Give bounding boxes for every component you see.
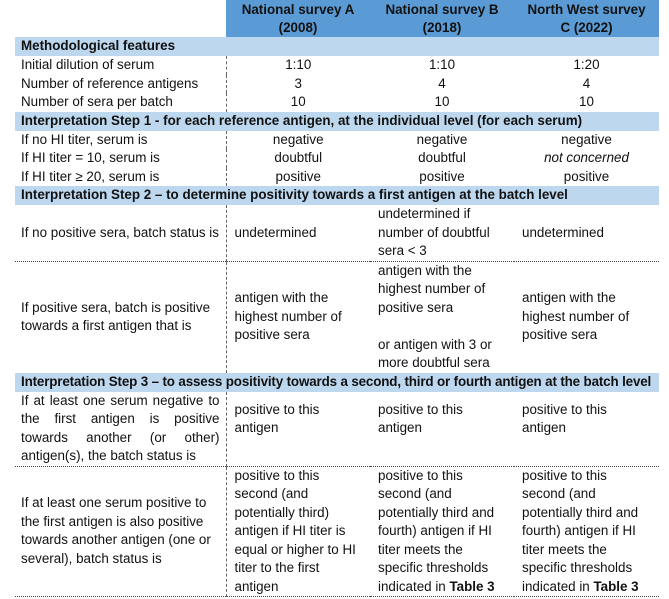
table-reference: Table 3 (449, 578, 495, 594)
section-title: Methodological features (15, 37, 659, 56)
table-row (15, 168, 659, 187)
cell-text: or antigen with 3 or more doubtful sera (378, 336, 492, 370)
header-line: National survey B (385, 1, 499, 17)
row-label: If positive sera, batch is positive towards a first antigen that is (15, 261, 226, 373)
row-label: Number of reference antigens (15, 75, 226, 94)
cell: 4 (438, 75, 446, 91)
cell: positive to this antigen (370, 392, 514, 467)
row-label: Number of sera per batch (15, 93, 226, 112)
table-row (15, 149, 659, 168)
section-title: Interpretation Step 2 – to determine positivity towards a first antigen at the batch level (15, 186, 659, 205)
cell: 1:20 (573, 57, 600, 72)
section-title: Interpretation Step 3 – to assess positivity towards a second, third or fourth antigen at the batch level (15, 373, 659, 392)
cell: negative (561, 131, 612, 147)
cell: 1:10 (428, 57, 456, 72)
section-step3 (15, 373, 659, 392)
section-step1 (15, 112, 659, 131)
cell: positive to this antigen (514, 392, 659, 467)
cell (514, 466, 659, 597)
table-row (15, 205, 659, 261)
cell: doubtful (418, 150, 466, 165)
cell: positive (563, 168, 610, 184)
cell: 1:10 (285, 57, 312, 72)
table-row (15, 131, 659, 150)
header-line: (2018) (422, 19, 462, 35)
header-line: (2008) (278, 19, 318, 35)
survey-comparison-table (15, 0, 659, 597)
header-survey-a (226, 0, 370, 37)
cell-text: positive to this second (and potentially third and fourth) antigen if HI titer meets the specific thresholds indicated in (522, 467, 639, 594)
cell: negative (272, 131, 324, 147)
cell: positive (275, 168, 321, 184)
cell: doubtful (274, 150, 323, 165)
cell: negative (416, 131, 468, 147)
cell-text: positive to this second (and potentially third and fourth) antigen if HI titer meets the specific thresholds indicated in (378, 467, 495, 594)
cell: antigen with the highest number of positive sera (522, 290, 630, 343)
cell (370, 466, 514, 597)
cell-text: antigen with the highest number of positive sera (378, 262, 486, 315)
cell: positive to this antigen (226, 392, 370, 467)
row-label: If at least one serum negative to the first antigen is positive towards another (or other) antigen(s), the batch status is (15, 392, 226, 467)
cell: 10 (434, 94, 450, 109)
row-label: If at least one serum positive to the first antigen is also positive towards another antigen (one or several), batch status is (15, 466, 226, 597)
table-row (15, 93, 659, 112)
cell: 3 (294, 75, 302, 91)
cell: positive (419, 168, 465, 184)
cell: undetermined (226, 205, 370, 261)
row-label: Initial dilution of serum (15, 56, 226, 75)
cell: 10 (579, 94, 594, 109)
header-row (15, 0, 659, 37)
section-methodological (15, 37, 659, 56)
header-line: North West survey (527, 1, 646, 17)
section-title: Interpretation Step 1 - for each reference antigen, at the individual level (for each serum) (15, 112, 659, 131)
header-survey-b (370, 0, 514, 37)
cell: undetermined (514, 205, 659, 261)
cell: antigen with the highest number of positive sera (234, 290, 342, 343)
header-survey-c (514, 0, 659, 37)
table-row (15, 392, 659, 467)
section-step2 (15, 186, 659, 205)
row-label: If HI titer ≥ 20, serum is (15, 168, 226, 187)
row-label: If HI titer = 10, serum is (15, 149, 226, 168)
table-row (15, 261, 659, 373)
row-label: If no HI titer, serum is (15, 131, 226, 150)
header-line: C (2022) (560, 19, 613, 35)
cell: 10 (290, 94, 306, 109)
table-reference: Table 3 (593, 578, 639, 594)
cell: positive to this second (and potentially third) antigen if HI titer is equal or higher to HI titer to the first antigen (226, 466, 370, 597)
cell: not concerned (544, 150, 629, 165)
header-line: National survey A (241, 1, 355, 17)
table-row (15, 56, 659, 75)
cell: 4 (582, 75, 591, 91)
cell (370, 261, 514, 373)
cell: undetermined if number of doubtful sera < 3 (370, 205, 514, 261)
table-row (15, 75, 659, 94)
header-blank (15, 0, 226, 37)
table-row (15, 466, 659, 597)
row-label: If no positive sera, batch status is (15, 205, 226, 261)
